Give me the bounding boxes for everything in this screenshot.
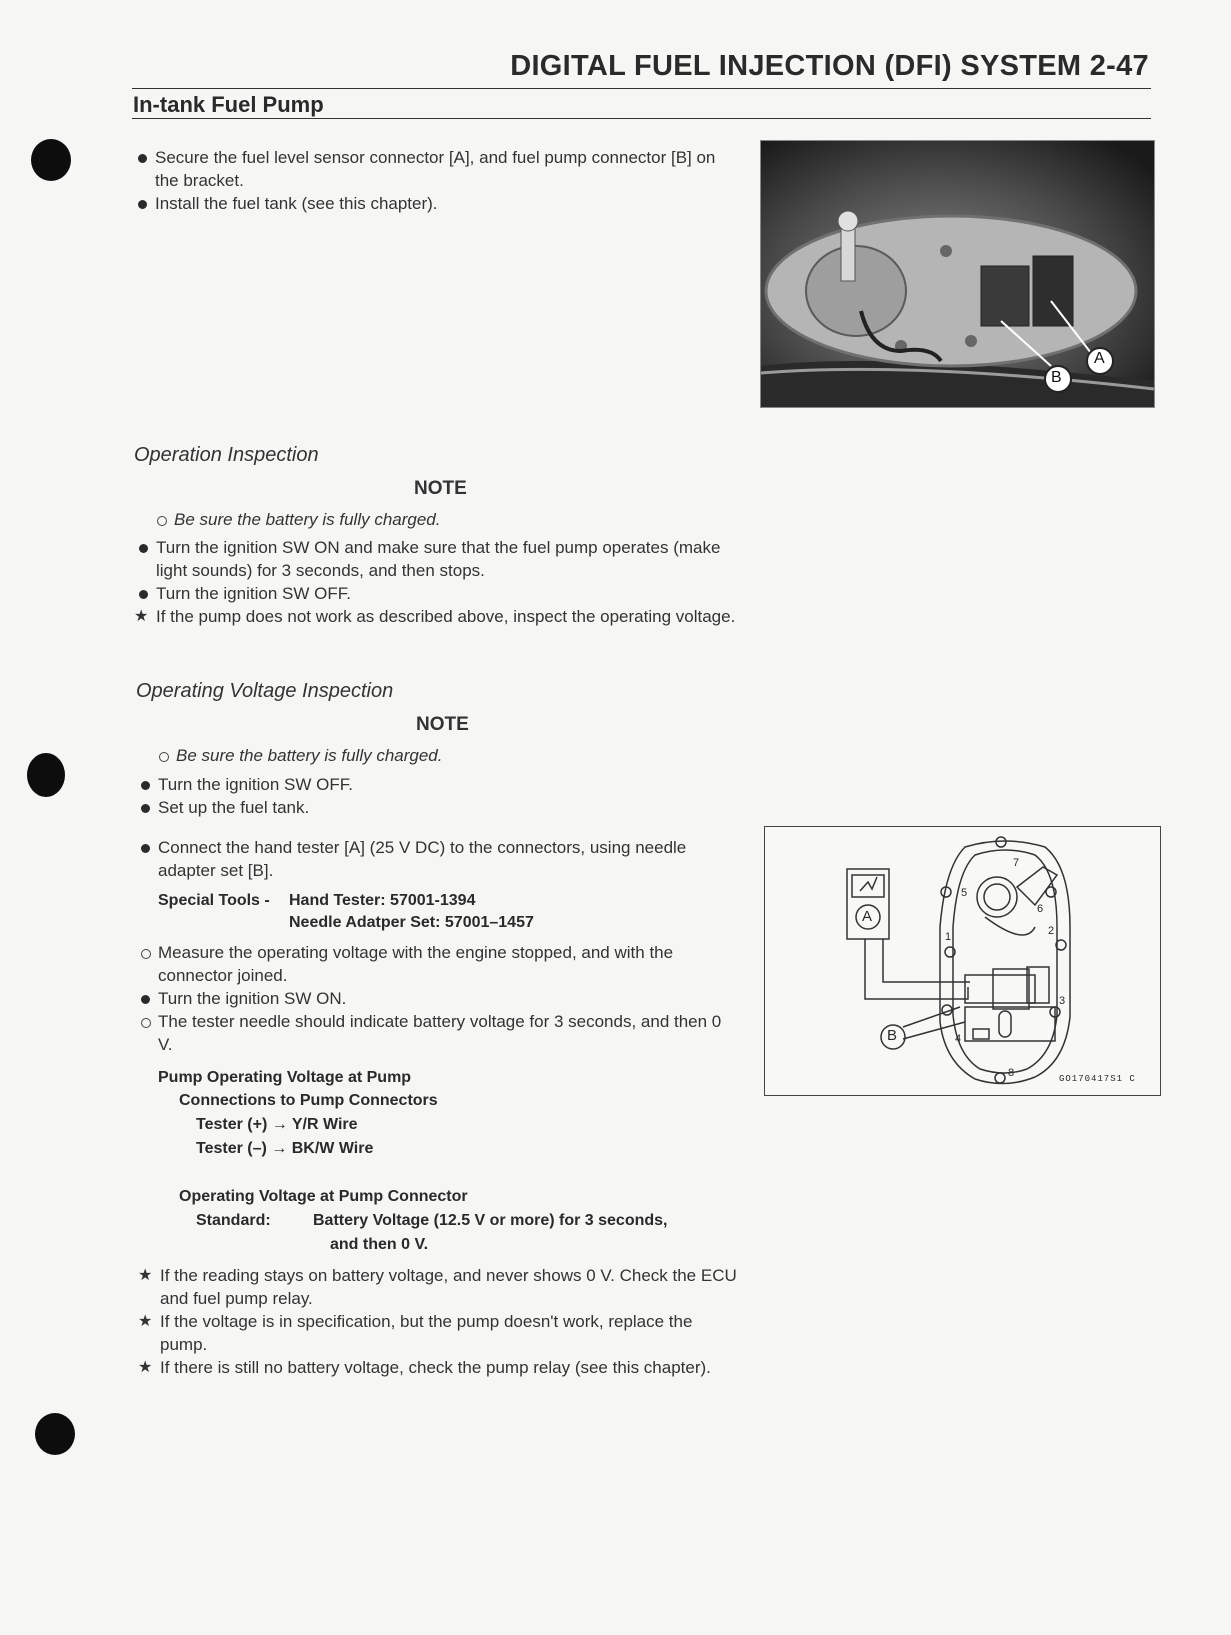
- diagram-code: GO170417S1 C: [1059, 1074, 1136, 1084]
- photo-label-a: A: [1094, 350, 1105, 367]
- fuel-pump-connector-photo: [760, 140, 1155, 408]
- voltage-troubleshooting: [138, 1264, 742, 1379]
- diagram-number-1: 1: [945, 931, 952, 943]
- list-item: Install the fuel tank (see this chapter).: [155, 194, 438, 213]
- photo-label-b: B: [1051, 369, 1062, 386]
- operation-steps: [134, 536, 737, 628]
- diagram-number-5: 5: [961, 887, 968, 899]
- voltage-heading: Operating Voltage Inspection: [136, 680, 394, 702]
- diagram-number-8: 8: [1008, 1067, 1015, 1079]
- punch-hole-middle: [27, 753, 65, 797]
- note-label: NOTE: [414, 478, 467, 499]
- punch-hole-bottom: [35, 1413, 75, 1455]
- note-label: NOTE: [416, 714, 469, 735]
- list-item: Turn the ignition SW ON.: [158, 989, 347, 1008]
- header-rule: [132, 88, 1151, 89]
- list-item: ★ If the pump does not work as described above, inspect the operating voltage.: [134, 607, 736, 626]
- operation-list: [152, 508, 742, 531]
- list-item: The tester needle should indicate battery voltage for 3 seconds, and then 0 V.: [158, 1012, 722, 1054]
- note-item: Be sure the battery is fully charged.: [174, 510, 441, 529]
- spec-standard-value-cont: and then 0 V.: [330, 1236, 429, 1253]
- voltage-note: [154, 744, 744, 767]
- operation-heading: Operation Inspection: [134, 444, 319, 466]
- chapter-header: DIGITAL FUEL INJECTION (DFI) SYSTEM 2-47: [510, 50, 1149, 82]
- section-rule: [132, 118, 1151, 119]
- list-item: Turn the ignition SW OFF.: [156, 584, 351, 603]
- special-tools-label: Special Tools -: [158, 892, 270, 909]
- diagram-number-6: 6: [1037, 903, 1044, 915]
- diagram-number-3: 3: [1059, 995, 1066, 1007]
- spec-subtitle: Connections to Pump Connectors: [179, 1092, 438, 1109]
- voltage-steps-1: [136, 773, 740, 819]
- spec-title: Operating Voltage at Pump Connector: [179, 1188, 468, 1205]
- diagram-number-2: 2: [1048, 925, 1055, 937]
- list-item: Secure the fuel level sensor connector [A], and fuel pump connector [B] on the bracket.: [155, 148, 716, 190]
- note-item: Be sure the battery is fully charged.: [176, 746, 443, 765]
- voltage-steps-3: [136, 941, 740, 1056]
- spec-standard-label: Standard:: [196, 1212, 271, 1229]
- diagram-label-b: B: [887, 1027, 898, 1044]
- spec-tester-positive: Tester (+) → Y/R Wire: [196, 1116, 358, 1133]
- list-item: Turn the ignition SW ON and make sure that the fuel pump operates (make light sounds) for 3 seconds, and then stops.: [156, 538, 721, 580]
- diagram-number-4: 4: [955, 1033, 962, 1045]
- list-item: ★ If there is still no battery voltage, check the pump relay (see this chapter).: [138, 1358, 711, 1377]
- spec-title: Pump Operating Voltage at Pump: [158, 1069, 412, 1086]
- section-title: In-tank Fuel Pump: [133, 92, 324, 117]
- diagram-number-7: 7: [1013, 857, 1020, 869]
- diagram-label-a: A: [862, 908, 873, 925]
- intro-list: [133, 146, 738, 215]
- voltage-steps-2: [136, 836, 740, 882]
- list-item: ★ If the voltage is in specification, but the pump doesn't work, replace the pump.: [138, 1312, 693, 1354]
- list-item: ★ If the reading stays on battery voltage, and never shows 0 V. Check the ECU and fuel pump relay.: [138, 1266, 737, 1308]
- special-tool-needle-adapter: Needle Adatper Set: 57001–1457: [289, 914, 534, 931]
- spec-tester-negative: Tester (–) → BK/W Wire: [196, 1140, 374, 1157]
- punch-hole-top: [31, 139, 71, 181]
- spec-standard-value: Battery Voltage (12.5 V or more) for 3 seconds,: [313, 1212, 668, 1229]
- tester-connection-diagram: [764, 826, 1161, 1096]
- list-item: Connect the hand tester [A] (25 V DC) to the connectors, using needle adapter set [B].: [158, 838, 687, 880]
- list-item: Measure the operating voltage with the engine stopped, and with the connector joined.: [158, 943, 674, 985]
- list-item: Turn the ignition SW OFF.: [158, 775, 353, 794]
- special-tool-hand-tester: Hand Tester: 57001-1394: [289, 892, 476, 909]
- list-item: Set up the fuel tank.: [158, 798, 310, 817]
